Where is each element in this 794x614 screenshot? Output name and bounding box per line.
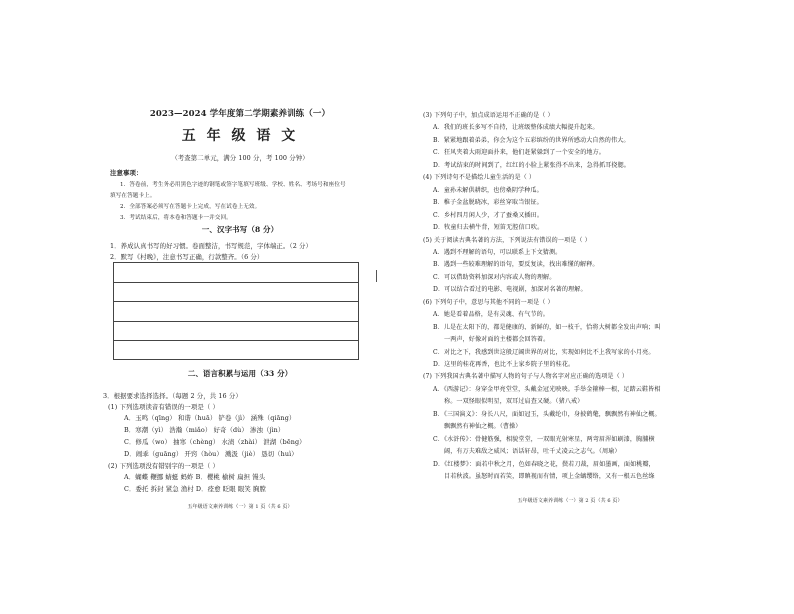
continuation-line: 一两声，好像对面的主楼都会回答着。 (444, 336, 550, 344)
option-row: D．闹乖（guāng） 开窍（hòu） 溅汲（jiè） 恳切（huì） (124, 450, 298, 458)
question-line: (5) 关于阅读古典名著的方法，下列说法有错误的一项是（ ） (423, 236, 591, 244)
option-line: B．稚子金盆脱晓冰，彩丝穿取当银钲。 (433, 199, 543, 207)
question-line: (6) 下列句子中，意思与其他不同的一项是（ ） (423, 298, 554, 306)
option-line: B．《三国演义》：身长八尺，面如冠玉，头戴纶巾，身披鹤氅，飘飘然有神仙之概。 (433, 410, 661, 418)
question-3-1: (1) 下列选项读音有错误的一项是（ ） (108, 403, 219, 411)
question-line: (3) 下列句子中，加点成语运用不正确的是（ ） (423, 112, 554, 119)
page-footer-right: 五年级语文素养训练（一）第 2 页（共 6 页） (517, 498, 623, 504)
option-row: B．寒潮（yì） 浩瀚（miǎo） 好奇（dù） 渗浊（jìn） (124, 426, 285, 434)
question-3-2: (2) 下列选项没有错别字的一项是（ ） (108, 462, 219, 470)
margin-mark (376, 270, 377, 282)
option-line: C．狂风夹着大雨迎面扑来，他们赶紧躲到了一个安全的地方。 (433, 149, 605, 157)
question-line: (7) 下列我国古典名著中描写人物的句子与人物名字对应正确的选项是（ ） (423, 373, 629, 381)
option-line: A．遇到不理解的语句，可以联系上下文猜测。 (433, 248, 562, 256)
section-1-heading: 一、汉字书写（8 分） (201, 225, 279, 234)
question-1: 1．养成认真书写的好习惯。卷面整洁，书写规范，字体端正。（2 分） (110, 242, 312, 250)
question-line: (4) 下列诗句不是描绘儿童生活的是（ ） (423, 174, 536, 182)
option-line: D．《红楼梦》：面若中秋之月，色如春晓之花，鬓若刀裁，眉如墨画，面如桃瓣， (433, 460, 655, 468)
option-line: C．对比之下，我感到世这般辽阔世界的对比，实现如何比不上我写家的小月亮。 (433, 348, 655, 356)
section-2-heading: 二、语言积累与运用（33 分） (187, 369, 293, 378)
continuation-line: 称。一双怪眼似明星，双耳过肩查又硬。（猪八戒） (444, 398, 584, 406)
note-line: 1．答卷前，考生务必用黑色字迹的钢笔或签字笔填写班级、学校、姓名、考场号和座位号 (120, 182, 346, 188)
option-line: B．紧紧地跟着弟弟，你会为这个五彩缤纷的世界所感动大自然的伟大。 (433, 136, 630, 144)
option-line: C．乡村四月闲人少，才了蚕桑又插田。 (433, 211, 544, 219)
note-line: 2．全部答案必须写在答题卡上完成，写在试卷上无效。 (120, 204, 261, 210)
option-line: B．遇到一些较难理解的语句，要反复读，找出难懂的解释。 (433, 261, 599, 269)
option-line: C．可以借助资料加深对内容或人物的理解。 (433, 273, 556, 281)
exam-scope: （考查第二单元，满分 100 分，考 100 分钟） (171, 154, 309, 162)
option-line: D．可以结合看过的电影、电视剧，加深对名著的理解。 (433, 286, 587, 294)
subject-title: 五 年 级 语 文 (181, 128, 299, 144)
option-line: A．我们的班长多写不自持，让班级整体成绩大幅提升起来。 (433, 124, 599, 132)
option-line: A．童孙未解供耕织，也傍桑阴学种瓜。 (433, 186, 543, 194)
option-line: B．儿是在太阳下的，都是健康的、新鲜的，如一枝千，恰将大树都全发出声响；叫 (433, 323, 661, 331)
continuation-line: 目若秋波。虽怒时而若笑，即瞋视而有情，项上金螭缨络，又有一根五色丝绦 (444, 473, 655, 481)
exam-title: 2023—2024 学年度第二学期素养训练（一） (149, 109, 331, 119)
option-line: D．这里的桂花再香，也比不上家乡院子里的桂花。 (433, 361, 575, 368)
option-line: D．考试结束的时间到了，红红的小脸上紧张得不出来，急得抓耳挠腮。 (433, 161, 630, 169)
note-line: 填写在答题卡上。 (110, 193, 156, 199)
option-line: A．她是看着品格，是有灵魂、有气节的。 (433, 311, 549, 319)
continuation-line: 飘飘然有神仙之概。（曹操） (444, 423, 522, 431)
option-row: C．委托 拆封 紧急 渔村 D．痊愈 眨眼 眼笑 胸膛 (124, 485, 266, 493)
continuation-line: 阔，有万夫难敌之威风；语话轩昂，吐千丈凌云之志气。（周瑜） (444, 448, 621, 456)
option-row: A．玉鸣（qīng） 和谐（huā） 铲卷（jì） 涵殊（qiāng） (124, 414, 296, 422)
question-3: 3．根据要求选择选择。（每题 2 分，共 16 分） (103, 392, 242, 400)
note-line: 3．考试结束后，将本卷和答题卡一并交回。 (120, 215, 232, 221)
option-line: A．《西游记》：身穿金甲亮堂堂，头戴金冠光映映。手举金箍棒一根，足踏云鞋皆相 (433, 385, 661, 393)
notes-title: 注意事项： (110, 169, 143, 177)
page-footer-left: 五年级语文素养训练（一）第 1 页（共 6 页） (187, 504, 293, 510)
option-line: D．牧童归去横牛背，短笛无腔信口吹。 (433, 224, 544, 232)
option-row: A．蝴蝶 鞭挪 蜻蜓 蚂蚱 B．樱桃 榆树 扁担 馒头 (124, 473, 266, 481)
option-row: C．修瓜（wo） 抽寒（chèng） 水渍（zhài） 泄湖（bēng） (124, 438, 306, 446)
question-2: 2．默写《村晚》，注意书写正确，行款整齐。（6 分） (110, 253, 264, 261)
writing-lines[interactable] (113, 262, 359, 360)
option-line: C．《水浒传》：骨健筋强，相貌堂堂，一双眼光射寒星，两弯眉浑如刷漆，胸脯横 (433, 435, 655, 443)
